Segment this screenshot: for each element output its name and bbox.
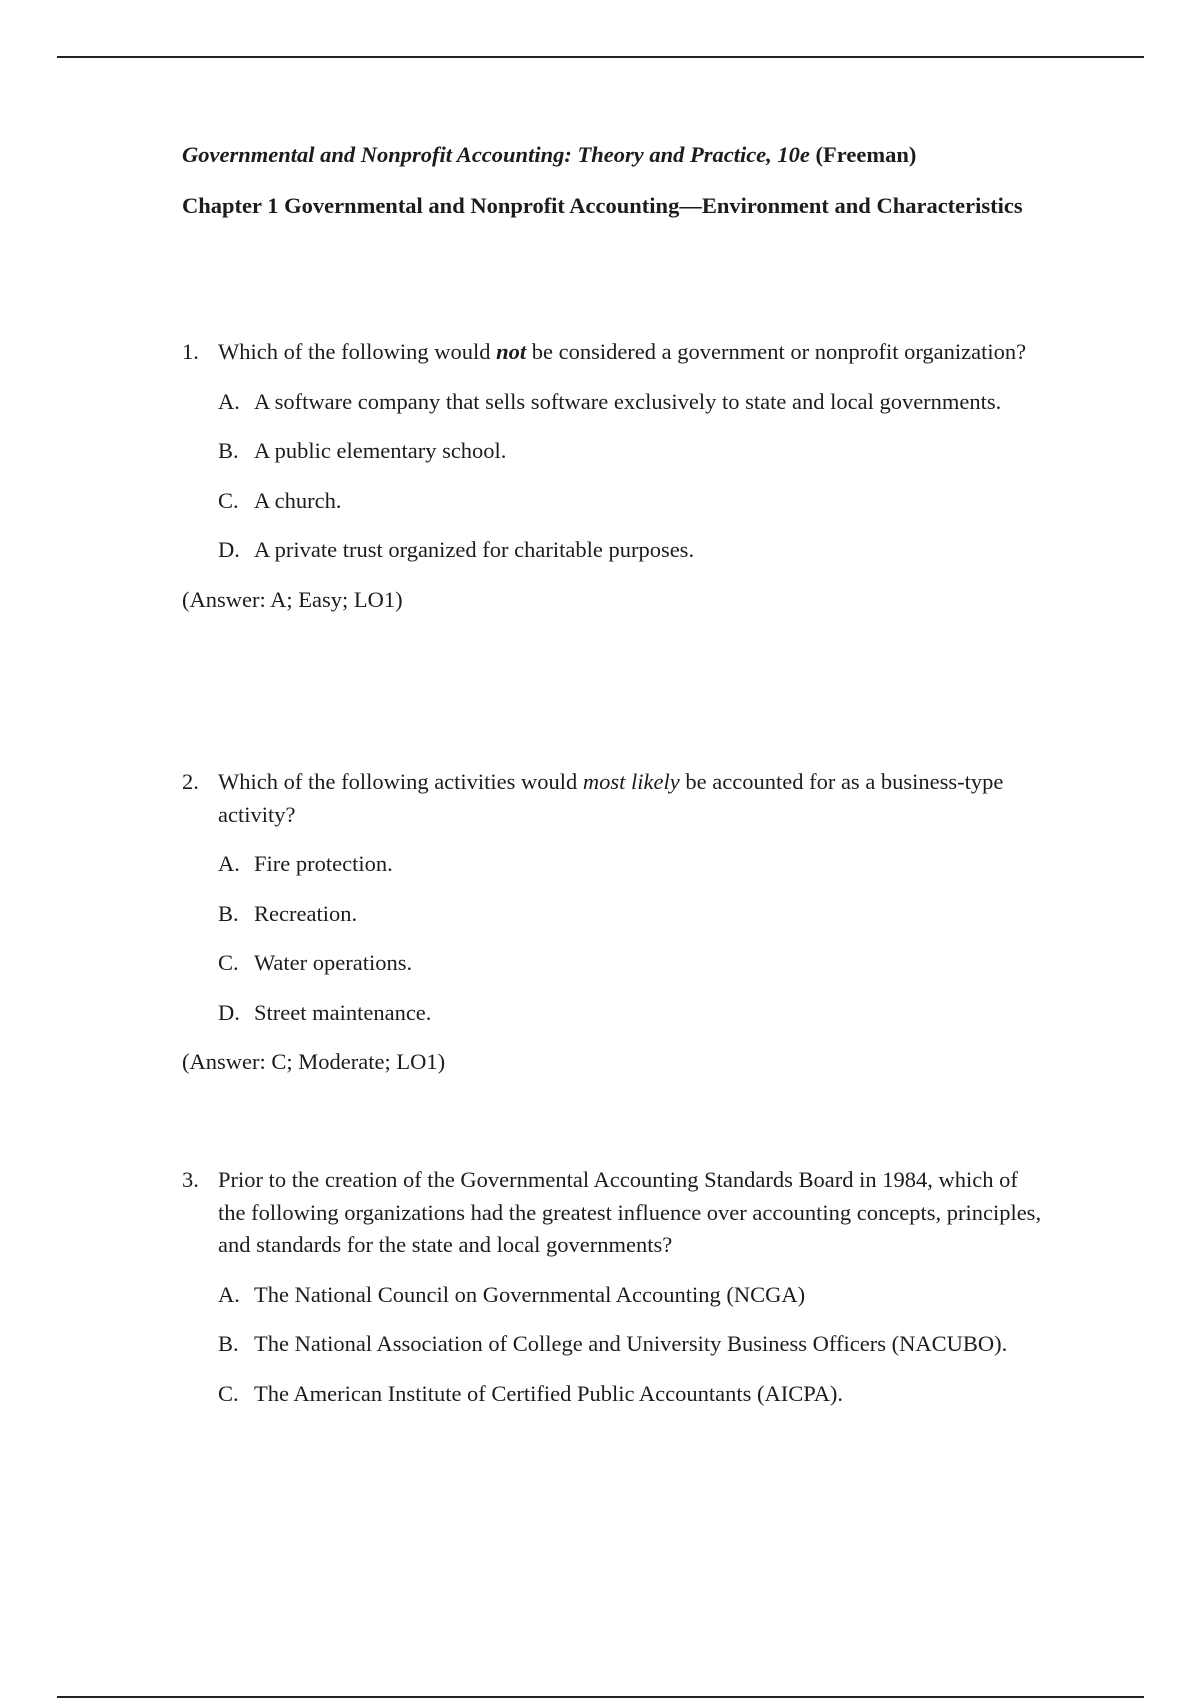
question-stem [182,1164,1042,1262]
question-1 [182,336,1042,616]
option-b [182,898,1042,931]
option-letter: B. [218,1331,239,1356]
option-letter: D. [218,999,240,1025]
option-text: The American Institute of Certified Public Accountants (AICPA). [254,1380,844,1406]
option-text: A church. [254,487,342,513]
stem-text: be accounted for as a business-type activity? [218,769,1004,827]
option-text: Fire protection. [254,851,393,876]
option-text: A public elementary school. [254,438,507,463]
option-d [182,534,1042,567]
option-text: Street maintenance. [254,999,432,1025]
option-a [182,386,1042,419]
option-letter: B. [218,900,239,926]
option-letter: A. [218,851,240,876]
top-rule [57,56,1144,58]
option-text: The National Council on Governmental Accounting (NCGA) [254,1281,806,1307]
question-3 [182,1164,1042,1410]
question-number: 3. [182,1167,199,1192]
option-letter: B. [218,438,239,463]
book-author: (Freeman) [815,142,917,167]
option-a [182,1279,1042,1312]
option-a [182,848,1042,881]
question-stem [182,766,1042,831]
book-title-italic: Governmental and Nonprofit Accounting: Theory and Practice, 10e [182,142,810,167]
option-text: Recreation. [254,900,358,926]
option-c [182,947,1042,980]
option-b [182,435,1042,468]
option-c [182,485,1042,518]
option-b [182,1328,1042,1361]
option-letter: C. [218,1380,239,1406]
stem-text: Which of the following would [218,339,497,364]
bottom-rule [57,1696,1144,1698]
answer-key: (Answer: C; Moderate; LO1) [182,1049,446,1074]
option-letter: A. [218,388,240,414]
stem-text: Prior to the creation of the Governmental Accounting Standards Board in 1984, which of the following organizations had the greatest influence over accounting concepts, principles, and standards for the state and local governments? [218,1167,1042,1257]
stem-emphasis: not [496,339,527,364]
option-text: The National Association of College and University Business Officers (NACUBO). [254,1331,1008,1356]
book-title [182,140,1042,170]
question-2 [182,766,1042,1079]
question-number: 2. [182,769,199,794]
option-text: Water operations. [254,950,413,975]
page-content [182,140,1042,1406]
option-d [182,997,1042,1030]
chapter-title: Chapter 1 Governmental and Nonprofit Accounting—Environment and Characteristics [182,193,1023,218]
stem-text: Which of the following activities would [218,769,583,794]
option-text: A software company that sells software exclusively to state and local governments. [254,388,1002,414]
option-text: A private trust organized for charitable purposes. [254,537,695,562]
option-c [182,1378,1042,1411]
option-letter: C. [218,950,239,975]
question-number: 1. [182,339,199,364]
option-letter: D. [218,537,240,562]
option-letter: C. [218,487,239,513]
option-letter: A. [218,1281,240,1307]
stem-text: be considered a government or nonprofit organization? [526,339,1027,364]
question-stem [182,336,1042,369]
answer-key: (Answer: A; Easy; LO1) [182,586,403,612]
stem-emphasis: most likely [582,769,680,794]
